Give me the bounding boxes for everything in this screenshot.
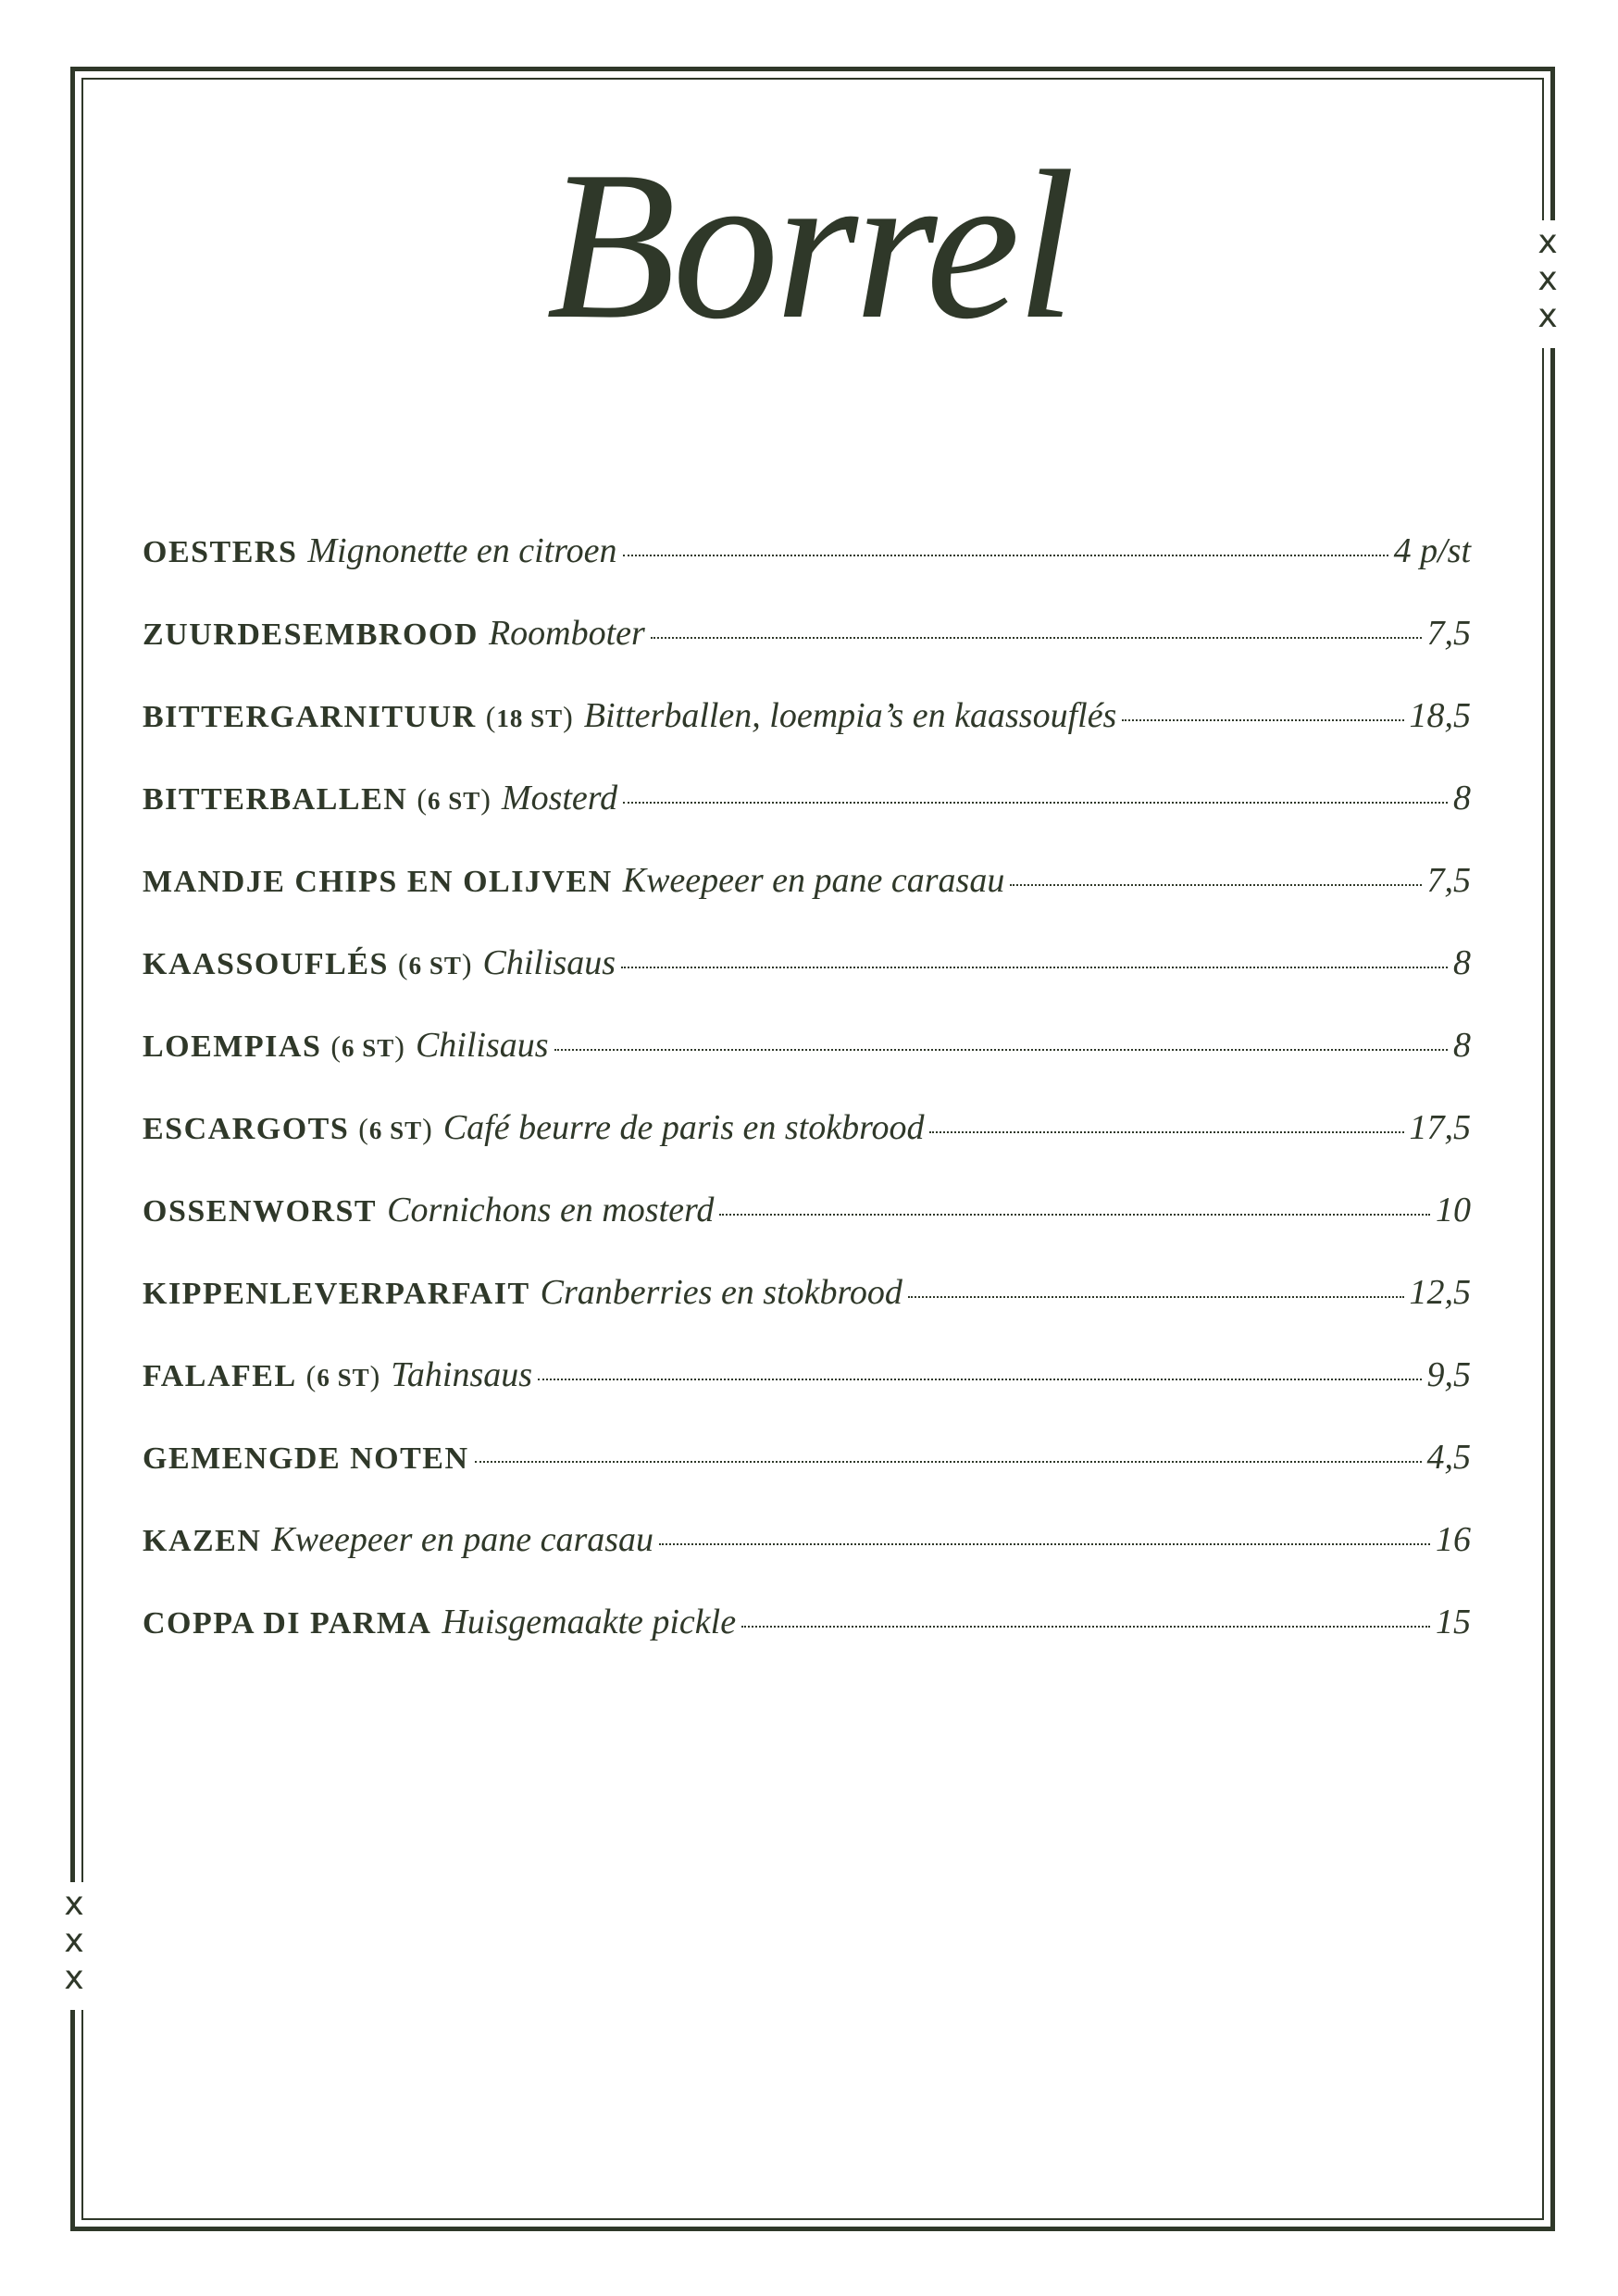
menu-item-price: 10: [1436, 1191, 1471, 1229]
menu-item-price: 7,5: [1426, 861, 1471, 900]
dot-leader: [1010, 884, 1421, 886]
menu-item-description: Tahinsaus: [391, 1355, 533, 1394]
x-mark: x: [1537, 260, 1558, 298]
menu-item: [143, 1347, 1471, 1429]
menu-item-description: Cornichons en mosterd: [387, 1191, 715, 1229]
menu-item-name: LOEMPIAS: [143, 1029, 322, 1064]
menu-item-description: Cranberries en stokbrood: [540, 1273, 902, 1312]
menu-item-portion-text: 6 ST: [427, 787, 481, 815]
menu-item-portion-text: 6 ST: [342, 1034, 395, 1062]
menu-item: [143, 688, 1471, 770]
menu-item-name: KAASSOUFLÉS: [143, 947, 389, 981]
dot-leader: [475, 1461, 1422, 1463]
menu-item-price: 7,5: [1426, 614, 1471, 653]
menu-item-name: OSSENWORST: [143, 1194, 378, 1229]
menu-item-portion: (18 ST): [485, 700, 574, 733]
menu-item: [143, 853, 1471, 935]
menu-item-portion-text: 18 ST: [496, 705, 564, 732]
menu-item: [143, 1100, 1471, 1182]
menu-item-description: Roomboter: [488, 614, 645, 653]
x-mark: x: [1537, 297, 1558, 335]
ornament-x-marks-left: [56, 1886, 93, 1997]
dot-leader: [621, 967, 1448, 968]
menu-item-price: 15: [1436, 1603, 1471, 1641]
menu-item-description: Kweepeer en pane carasau: [622, 861, 1005, 900]
menu-item-description: Mignonette en citroen: [307, 531, 617, 570]
dot-leader: [659, 1543, 1430, 1545]
page-title: Borrel: [546, 127, 1072, 363]
menu-item: [143, 770, 1471, 853]
dot-leader: [623, 802, 1448, 804]
menu-item-price: 8: [1453, 1026, 1471, 1065]
menu-item-description: Bitterballen, loempia’s en kaassouflés: [583, 696, 1117, 735]
dot-leader: [719, 1214, 1430, 1216]
menu-item-name: COPPA DI PARMA: [143, 1606, 432, 1641]
menu-item-name: BITTERBALLEN: [143, 782, 408, 817]
menu-item: [143, 1017, 1471, 1100]
menu-item-name: ESCARGOTS: [143, 1112, 350, 1146]
menu-item-portion: (6 ST): [358, 1112, 433, 1145]
dot-leader: [741, 1626, 1430, 1628]
menu-item-name: KIPPENLEVERPARFAIT: [143, 1277, 530, 1311]
menu-item-name: OESTERS: [143, 535, 298, 569]
menu-item-portion: (6 ST): [305, 1359, 381, 1392]
dot-leader: [1122, 719, 1403, 721]
menu-item: [143, 1594, 1471, 1677]
menu-item-price: 12,5: [1409, 1273, 1471, 1312]
menu-item-price: 9,5: [1426, 1355, 1471, 1394]
dot-leader: [538, 1379, 1421, 1380]
x-mark: x: [64, 1922, 84, 1960]
menu-item-name: KAZEN: [143, 1524, 262, 1558]
menu-item-description: Chilisaus: [415, 1026, 549, 1065]
dot-leader: [623, 555, 1388, 556]
menu-item-description: Kweepeer en pane carasau: [271, 1520, 654, 1559]
menu-item: [143, 935, 1471, 1017]
menu-item-description: Mosterd: [501, 779, 618, 817]
menu-item: [143, 523, 1471, 605]
menu-item-portion-text: 6 ST: [408, 952, 462, 980]
menu-item-portion: (6 ST): [330, 1029, 405, 1063]
x-mark: x: [64, 1959, 84, 1997]
menu-item-price: 4,5: [1426, 1438, 1471, 1477]
menu-item-name: BITTERGARNITUUR: [143, 700, 477, 734]
menu-item-portion-text: 6 ST: [317, 1364, 370, 1391]
menu-item-description: Chilisaus: [482, 943, 616, 982]
menu-item-portion: (6 ST): [417, 782, 492, 816]
menu-item-name: GEMENGDE NOTEN: [143, 1441, 469, 1476]
menu-item-name: ZUURDESEMBROOD: [143, 618, 479, 652]
menu-item-portion-text: 6 ST: [368, 1117, 423, 1144]
menu-item: [143, 605, 1471, 688]
menu-item-portion: (6 ST): [397, 947, 473, 980]
dot-leader: [908, 1296, 1404, 1298]
x-mark: x: [1537, 223, 1558, 261]
menu-item-name: FALAFEL: [143, 1359, 297, 1393]
dot-leader: [929, 1131, 1403, 1133]
menu-item-price: 4 p/st: [1393, 531, 1471, 570]
menu-item-name: MANDJE CHIPS EN OLIJVEN: [143, 865, 613, 899]
menu-item-description: Café beurre de paris en stokbrood: [442, 1108, 925, 1147]
menu-item: [143, 1429, 1471, 1512]
menu-item-price: 18,5: [1409, 696, 1471, 735]
menu-item: [143, 1182, 1471, 1265]
menu-item-price: 17,5: [1409, 1108, 1471, 1147]
menu-item: [143, 1512, 1471, 1594]
menu-item-price: 8: [1453, 779, 1471, 817]
dot-leader: [651, 637, 1422, 639]
menu-item-price: 16: [1436, 1520, 1471, 1559]
menu-item-price: 8: [1453, 943, 1471, 982]
dot-leader: [554, 1049, 1448, 1051]
menu-item: [143, 1265, 1471, 1347]
x-mark: x: [64, 1885, 84, 1923]
menu-list: [143, 523, 1471, 1677]
menu-item-description: Huisgemaakte pickle: [442, 1603, 737, 1641]
